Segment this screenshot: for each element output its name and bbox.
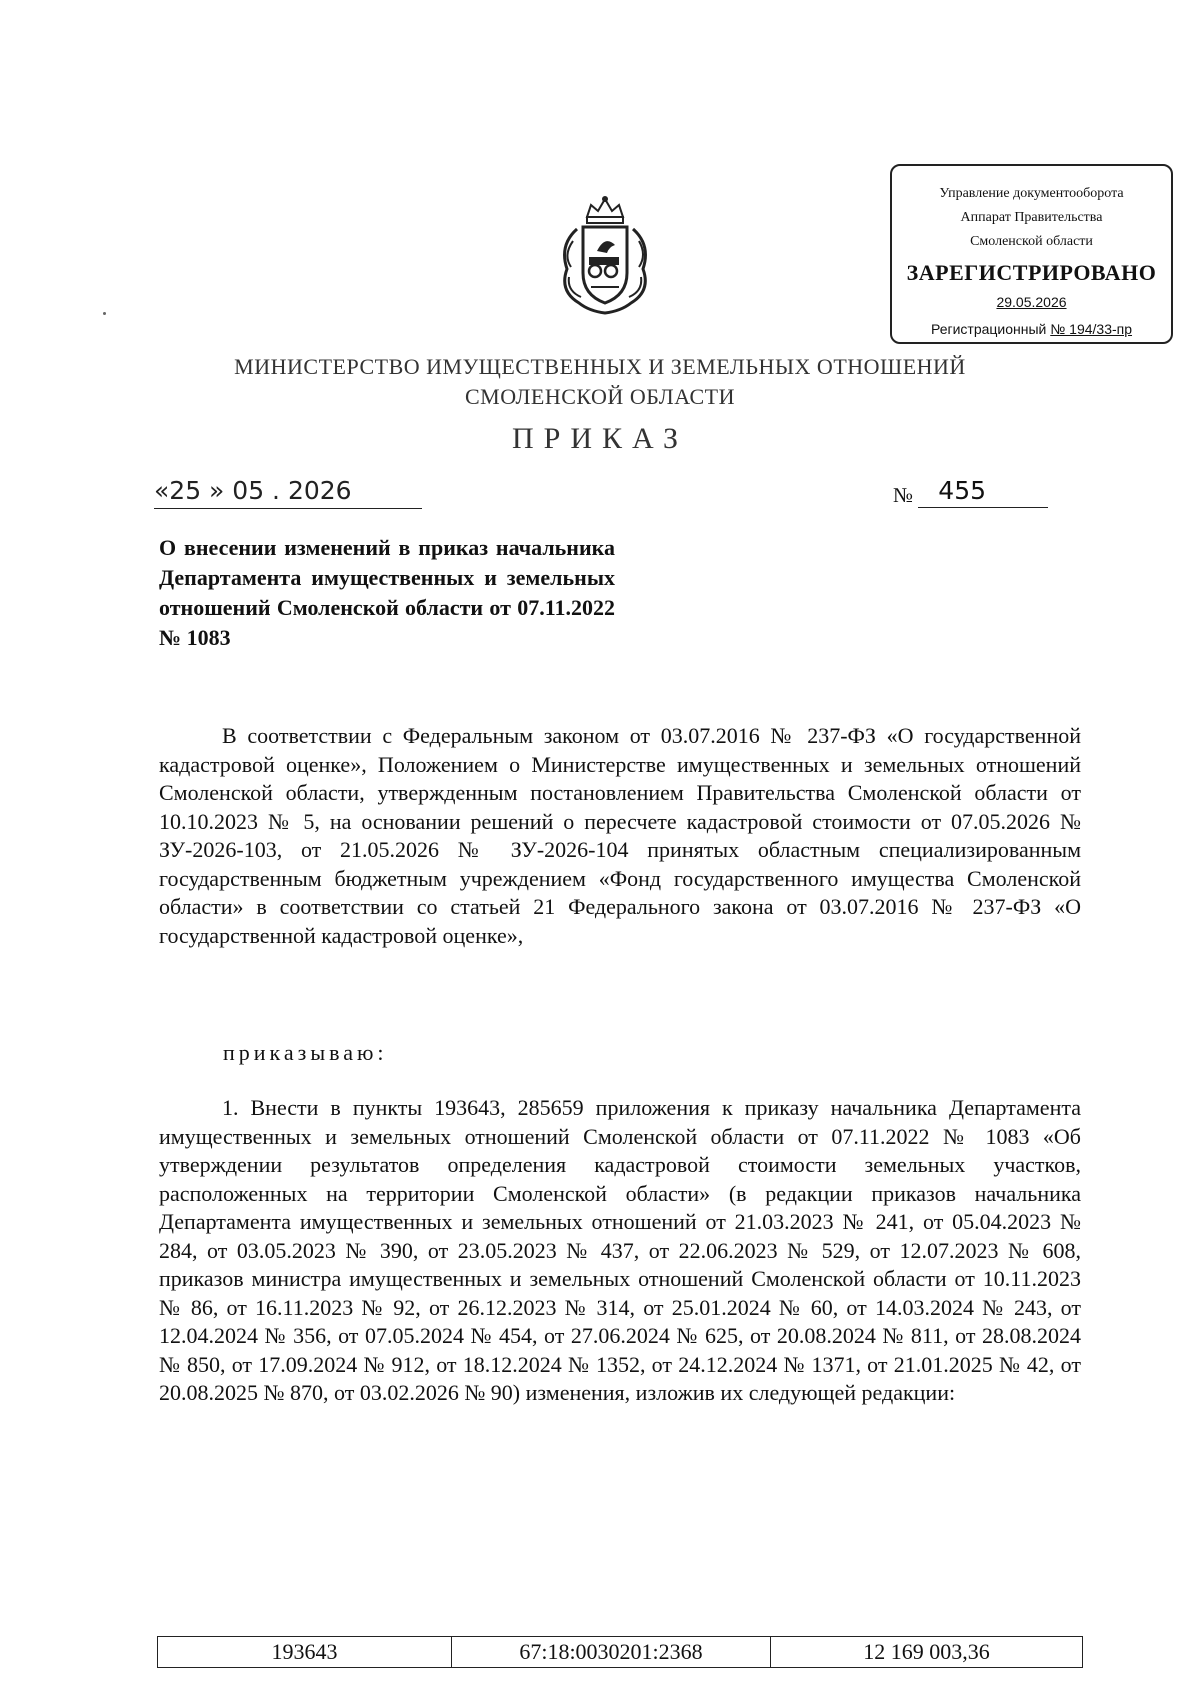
order-number (893, 476, 1048, 508)
ministry-name (0, 352, 1200, 412)
ministry-line-1: МИНИСТЕРСТВО ИМУЩЕСТВЕННЫХ И ЗЕМЕЛЬНЫХ ОТНОШЕНИЙ (234, 354, 966, 379)
order-subject: О внесении изменений в приказ начальника Департамента имущественных и земельных отношений Смоленской области от 07.11.2022 № 1083 (159, 535, 615, 650)
preamble-paragraph: В соответствии с Федеральным законом от 03.07.2016 № 237-ФЗ «О государственной кадастровой оценке», Положением о Министерстве имущественных и земельных отношений Смоленской области, утвержденным постановлением Правительства Смоленской области от 10.10.2023 № 5, на основании решений о пересчете кадастровой стоимости от 07.05.2026 № ЗУ-2026-103, от 21.05.2026 № ЗУ-2026-104 принятых областным специализированным государственным бюджетным учреждением «Фонд государственного имущества Смоленской области» в соответствии со статьей 21 Федерального закона от 03.07.2016 № 237-ФЗ «О государственной кадастровой оценке», (159, 723, 1081, 948)
order-number-label: № (893, 483, 914, 507)
ministry-line-2: СМОЛЕНСКОЙ ОБЛАСТИ (464, 384, 736, 409)
stamp-registered: ЗАРЕГИСТРИРОВАНО (906, 260, 1157, 285)
scan-speck (103, 312, 106, 315)
stamp-reg-value: № 194/33-пр (1050, 321, 1133, 337)
orders-word: приказываю: (223, 1040, 388, 1065)
stamp-department: Управление документооборота (939, 186, 1124, 201)
order-date: «25 » 05 . 2026 (154, 476, 422, 509)
registration-stamp (890, 164, 1173, 344)
clause-1-paragraph: 1. Внести в пункты 193643, 285659 приложения к приказу начальника Департамента имущественных и земельных отношений Смоленской области от 07.11.2022 № 1083 «Об утверждении результатов определения кадастровой стоимости земельных участков, расположенных на территории Смоленской области» (в редакции приказов начальника Департамента имущественных и земельных отношений от 21.03.2023 № 241, от 05.04.2023 № 284, от 03.05.2023 № 390, от 23.05.2023 № 437, от 22.06.2023 № 529, от 12.07.2023 № 608, приказов министра имущественных и земельных отношений Смоленской области от 10.11.2023 № 86, от 16.11.2023 № 92, от 26.12.2023 № 314, от 25.01.2024 № 60, от 14.03.2024 № 243, от 12.04.2024 № 356, от 07.05.2024 № 454, от 27.06.2024 № 625, от 20.08.2024 № 811, от 28.08.2024 № 850, от 17.09.2024 № 912, от 18.12.2024 № 1352, от 24.12.2024 № 1371, от 21.01.2025 № 42, от 20.08.2025 № 870, от 03.02.2026 № 90) изменения, изложив их следующей редакции: (159, 1095, 1081, 1405)
stamp-reg-number (892, 314, 1171, 344)
stamp-reg-prefix: Регистрационный (930, 321, 1051, 337)
stamp-apparatus: Аппарат Правительства (960, 210, 1103, 225)
table-cell-cadastral-value: 12 169 003,36 (771, 1637, 1083, 1668)
order-number-value: 455 (918, 476, 1048, 508)
table-row (158, 1637, 1083, 1668)
coat-of-arms-icon (555, 195, 655, 320)
table-cell-item: 193643 (158, 1637, 452, 1668)
stamp-region: Смоленской области (970, 234, 1093, 249)
document-type-title: ПРИКАЗ (512, 422, 688, 455)
table-cell-cadastral-number: 67:18:0030201:2368 (452, 1637, 771, 1668)
cadastral-value-table (157, 1636, 1083, 1668)
stamp-date: 29.05.2026 (996, 294, 1067, 310)
